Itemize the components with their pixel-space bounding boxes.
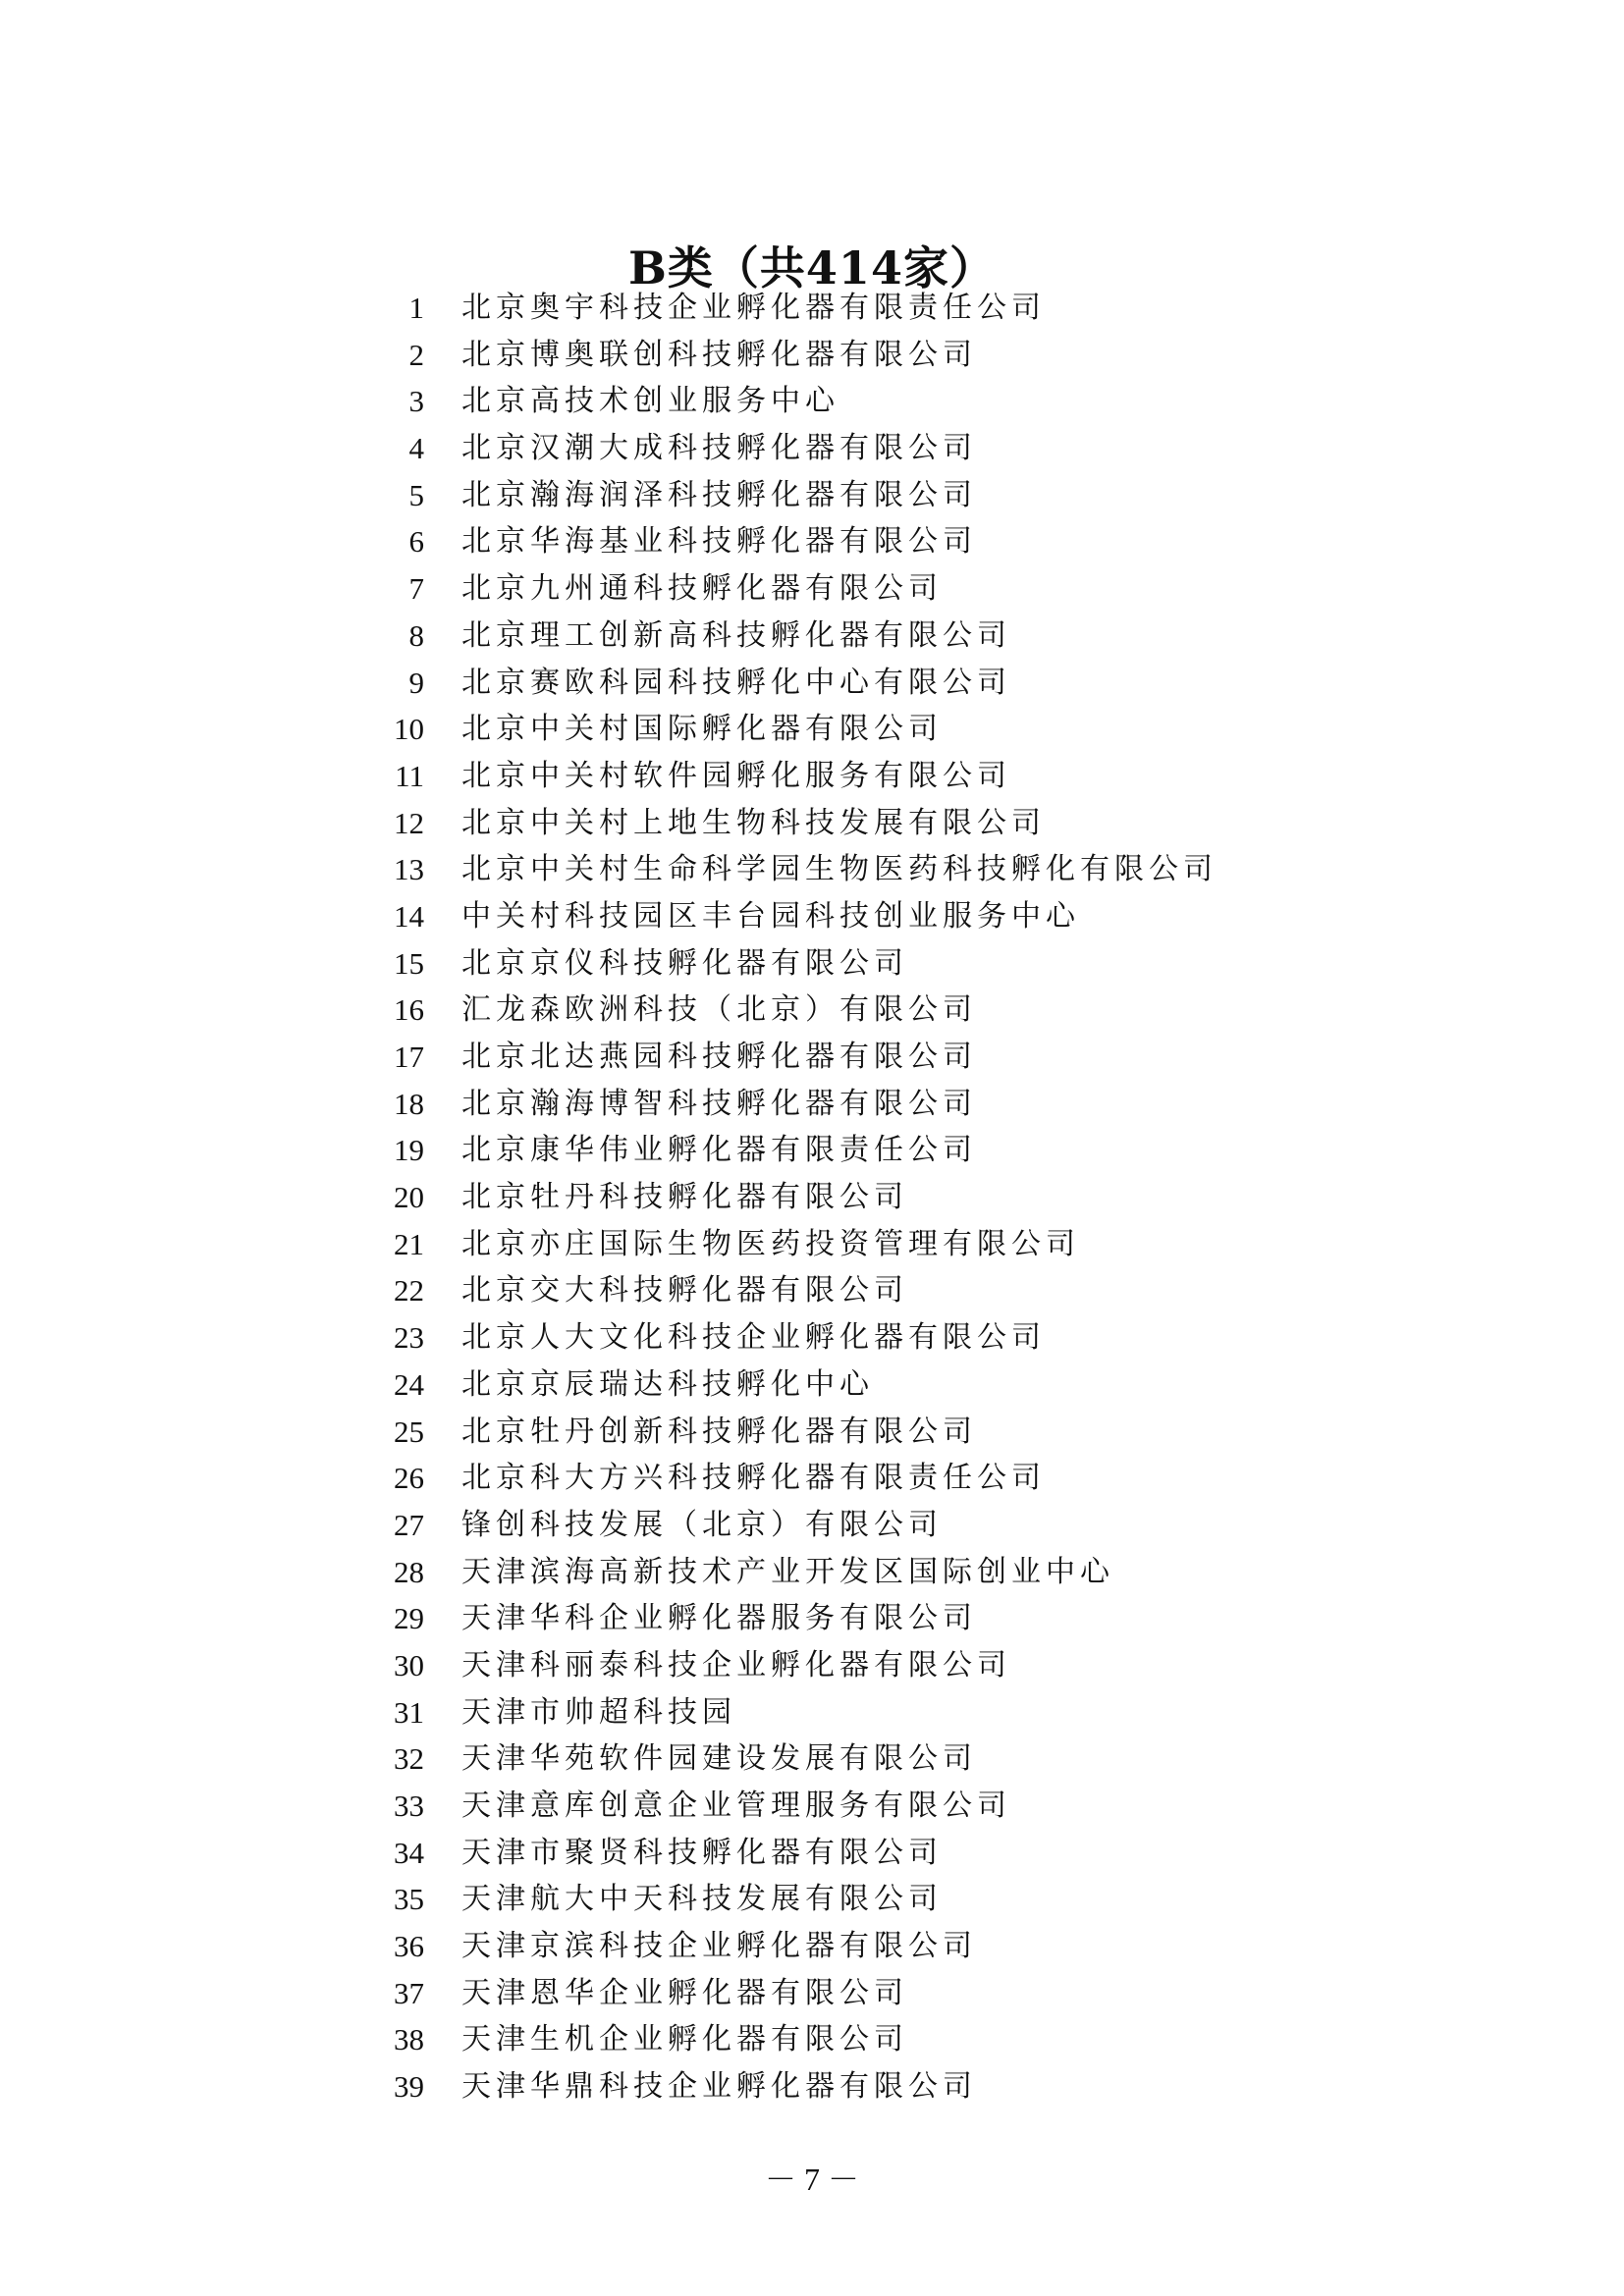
entry-name: 北京华海基业科技孵化器有限公司	[461, 524, 977, 560]
list-item	[353, 1970, 1335, 2017]
list-item	[353, 753, 1335, 800]
entry-name: 北京博奥联创科技孵化器有限公司	[461, 337, 977, 372]
list-item	[353, 1174, 1335, 1221]
list-item	[353, 518, 1335, 565]
list-item	[353, 1735, 1335, 1783]
entry-number: 1	[408, 291, 424, 325]
list-item	[353, 1081, 1335, 1128]
entry-name: 天津科丽泰科技企业孵化器有限公司	[461, 1647, 1011, 1682]
entry-name: 中关村科技园区丰台园科技创业服务中心	[461, 898, 1080, 934]
entry-name: 北京中关村软件园孵化服务有限公司	[461, 758, 1011, 793]
page-number: － 7 －	[764, 2162, 859, 2197]
list-item	[353, 1034, 1335, 1081]
list-item	[353, 2016, 1335, 2063]
entry-number: 28	[394, 1554, 424, 1589]
entry-name: 天津生机企业孵化器有限公司	[461, 2022, 908, 2057]
entry-number: 10	[394, 712, 424, 747]
entry-number: 27	[394, 1507, 424, 1542]
entry-number: 11	[395, 758, 424, 793]
entry-number: 5	[408, 477, 424, 512]
list-item	[353, 940, 1335, 988]
list-item	[353, 1549, 1335, 1596]
list-item	[353, 1221, 1335, 1268]
entry-number: 30	[394, 1647, 424, 1682]
entry-number: 16	[394, 992, 424, 1028]
entry-number: 17	[394, 1040, 424, 1074]
list-item	[353, 332, 1335, 379]
entry-name: 北京中关村上地生物科技发展有限公司	[461, 805, 1046, 840]
list-item	[353, 987, 1335, 1034]
entry-name: 天津恩华企业孵化器有限公司	[461, 1975, 908, 2010]
list-item	[353, 1689, 1335, 1736]
entry-number: 12	[394, 805, 424, 840]
list-item	[353, 1876, 1335, 1923]
list-item	[353, 800, 1335, 847]
entry-name: 天津市聚贤科技孵化器有限公司	[461, 1835, 943, 1870]
entry-number: 32	[394, 1741, 424, 1777]
entry-name: 北京九州通科技孵化器有限公司	[461, 571, 943, 607]
list-item	[353, 1267, 1335, 1314]
entry-number: 26	[394, 1461, 424, 1496]
entry-name: 北京瀚海博智科技孵化器有限公司	[461, 1086, 977, 1121]
entry-number: 18	[394, 1086, 424, 1121]
list-item	[353, 1455, 1335, 1502]
list-item	[353, 472, 1335, 519]
entry-name: 北京赛欧科园科技孵化中心有限公司	[461, 665, 1011, 700]
entry-name: 北京瀚海润泽科技孵化器有限公司	[461, 477, 977, 512]
entry-name: 北京高技术创业服务中心	[461, 384, 839, 419]
entry-number: 31	[394, 1694, 424, 1730]
entry-number: 3	[408, 384, 424, 419]
entry-number: 25	[394, 1414, 424, 1449]
entry-name: 北京中关村生命科学园生物医药科技孵化有限公司	[461, 852, 1218, 887]
list-item	[353, 1642, 1335, 1689]
entry-number: 38	[394, 2022, 424, 2057]
list-item	[353, 846, 1335, 893]
entry-number: 23	[394, 1320, 424, 1356]
list-item	[353, 425, 1335, 472]
entry-number: 29	[394, 1601, 424, 1636]
entry-name: 北京汉潮大成科技孵化器有限公司	[461, 431, 977, 466]
list-item	[353, 2063, 1335, 2110]
entry-name: 天津意库创意企业管理服务有限公司	[461, 1789, 1011, 1823]
list-item	[353, 893, 1335, 940]
entry-name: 天津滨海高新技术产业开发区国际创业中心	[461, 1554, 1114, 1589]
entry-number: 9	[408, 665, 424, 700]
page-title: B类（共414家）	[628, 240, 996, 294]
entry-number: 6	[408, 524, 424, 560]
list-item	[353, 1362, 1335, 1409]
entry-name: 天津市帅超科技园	[461, 1694, 736, 1730]
entry-list	[353, 285, 1335, 2110]
entry-name: 天津华鼎科技企业孵化器有限公司	[461, 2069, 977, 2105]
list-item	[353, 1595, 1335, 1642]
entry-number: 34	[394, 1835, 424, 1870]
entry-number: 8	[408, 617, 424, 653]
entry-name: 北京牡丹创新科技孵化器有限公司	[461, 1414, 977, 1449]
entry-number: 7	[408, 571, 424, 607]
list-item	[353, 613, 1335, 660]
entry-number: 2	[408, 337, 424, 372]
list-item	[353, 1127, 1335, 1174]
entry-name: 天津华苑软件园建设发展有限公司	[461, 1741, 977, 1777]
entry-name: 天津京滨科技企业孵化器有限公司	[461, 1929, 977, 1964]
list-item	[353, 1314, 1335, 1362]
list-item	[353, 1409, 1335, 1456]
entry-number: 20	[394, 1180, 424, 1215]
entry-number: 39	[394, 2069, 424, 2105]
entry-number: 33	[394, 1789, 424, 1823]
entry-number: 24	[394, 1366, 424, 1402]
list-item	[353, 660, 1335, 707]
list-item	[353, 378, 1335, 425]
entry-name: 北京中关村国际孵化器有限公司	[461, 712, 943, 747]
entry-name: 北京亦庄国际生物医药投资管理有限公司	[461, 1226, 1080, 1261]
entry-name: 天津航大中天科技发展有限公司	[461, 1882, 943, 1917]
entry-name: 北京科大方兴科技孵化器有限责任公司	[461, 1461, 1046, 1496]
entry-name: 天津华科企业孵化器服务有限公司	[461, 1601, 977, 1636]
entry-name: 北京北达燕园科技孵化器有限公司	[461, 1040, 977, 1074]
list-item	[353, 285, 1335, 332]
entry-name: 锋创科技发展（北京）有限公司	[461, 1507, 943, 1542]
entry-number: 14	[394, 898, 424, 934]
entry-number: 36	[394, 1929, 424, 1964]
entry-name: 北京京辰瑞达科技孵化中心	[461, 1366, 874, 1402]
entry-number: 37	[394, 1975, 424, 2010]
entry-number: 35	[394, 1882, 424, 1917]
list-item	[353, 1783, 1335, 1830]
entry-name: 北京人大文化科技企业孵化器有限公司	[461, 1320, 1046, 1356]
list-item	[353, 1923, 1335, 1970]
entry-name: 北京交大科技孵化器有限公司	[461, 1273, 908, 1308]
entry-number: 21	[394, 1226, 424, 1261]
entry-name: 北京理工创新高科技孵化器有限公司	[461, 617, 1011, 653]
entry-name: 北京京仪科技孵化器有限公司	[461, 945, 908, 981]
entry-number: 15	[394, 945, 424, 981]
entry-name: 北京康华伟业孵化器有限责任公司	[461, 1133, 977, 1168]
entry-name: 汇龙森欧洲科技（北京）有限公司	[461, 992, 977, 1028]
list-item	[353, 1502, 1335, 1549]
entry-name: 北京牡丹科技孵化器有限公司	[461, 1180, 908, 1215]
list-item	[353, 1830, 1335, 1877]
entry-number: 4	[408, 431, 424, 466]
entry-name: 北京奥宇科技企业孵化器有限责任公司	[461, 291, 1046, 325]
list-item	[353, 565, 1335, 613]
list-item	[353, 706, 1335, 753]
entry-number: 22	[394, 1273, 424, 1308]
entry-number: 19	[394, 1133, 424, 1168]
entry-number: 13	[394, 852, 424, 887]
